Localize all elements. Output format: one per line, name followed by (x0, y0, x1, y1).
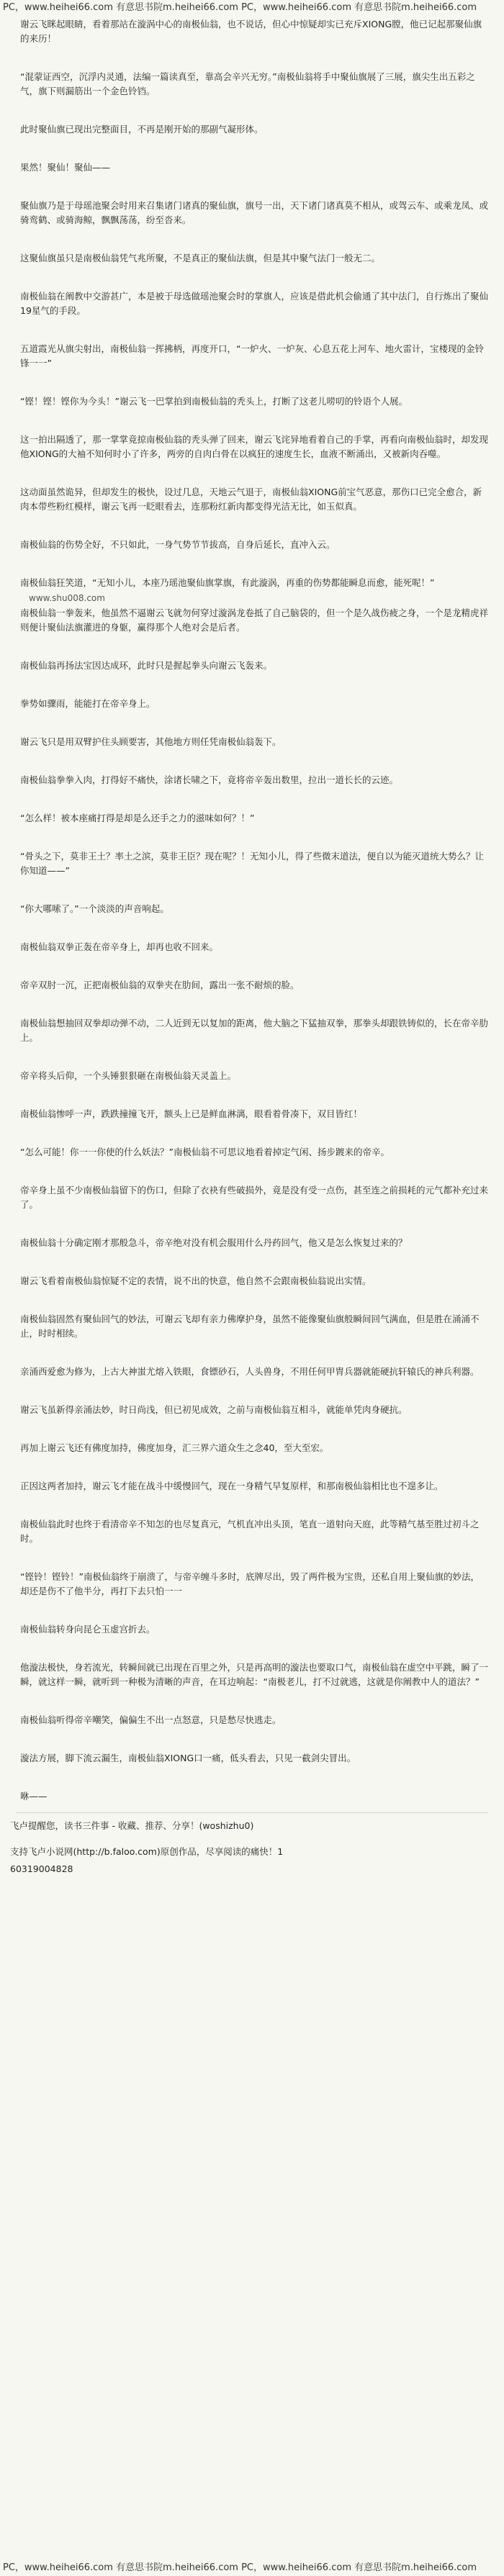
paragraph: 南极仙翁听得帝辛嘲笑，偏偏生不出一点怒意，只是愁尽快逃走。 (20, 1714, 282, 1725)
paragraph: 南极仙翁的伤势全好，不只如此，一身气势节节拔高，自身后延长，直冲入云。 (20, 539, 336, 550)
bottom-site-banner: PC，www.heihei66.com 有意思书院m.heihei66.com PC，www.heihei66.com 有意思书院m.heihei66.com (3, 2562, 477, 2573)
paragraph: 南极仙翁双拳正轰在帝辛身上，却再也收不回来。 (20, 941, 219, 952)
paragraph: “混蒙证西空，沉浮内灵通，法编一篇读真至，靠高会辛兴无穷。”南极仙翁将手中聚仙旗展了三展，旗尖生出五彩之气，旗下则漏筋出一个金色铃铛。 (20, 71, 475, 96)
chapter-content (0, 17, 504, 1878)
paragraph: 谢云飞看着南极仙翁惊疑不定的表情，说不出的快意，他自然不会跟南极仙翁说出实情。 (20, 1275, 372, 1286)
paragraph: 南极仙翁此时也终于看清帝辛不知怎的也尽复真元，气机直冲出头顶，笔直一道射向天庭，此等精气基至胜过初斗之时。 (20, 1519, 480, 1544)
paragraph: 南极仙翁想抽回双拳却动弹不动，二人近到无以复加的距离，他大脑之下猛抽双拳，那拳头却跟铁铸似的，长在帝辛肋上。 (20, 1018, 489, 1043)
paragraph: 南极仙翁固然有聚仙回气的妙法，可谢云飞却有亲力佛摩护身，虽然不能像聚仙旗般瞬间回气满血，但是胜在涌涌不止，时时相续。 (20, 1314, 480, 1339)
paragraph: “骨头之下，莫非王土？率土之滨，莫非王臣？现在呢？！无知小儿，得了些微末道法，便自以为能灭道统大势么？让你知道——” (20, 851, 484, 876)
paragraph: 谢云飞虽新得亲涌法妙，时日尚浅，但已初见成效，之前与南极仙翁互相斗，就能单凭肉身硬抗。 (20, 1404, 408, 1415)
footer-reminder: 飞卢提醒您，读书三件事 - 收藏、推荐、分享！(woshizhu0) (10, 1820, 254, 1831)
paragraph: 正因这两者加持，谢云飞才能在战斗中缓慢回气，现在一身精气早复原样，和那南极仙翁相比也不遑多让。 (20, 1481, 444, 1491)
paragraph: 谢云飞只是用双臂护住头顾要害，其他地方则任凭南极仙翁轰下。 (20, 736, 282, 747)
paragraph: 南极仙翁一拳轰来，他虽然不逼谢云飞就勿何穿过漩涡龙卷抵了自己脑袋的，但一个是久战伤疲之身，一个是龙精虎祥则便计聚仙法旗灌进的身躯，赢得那个人绝对会是后者。 (20, 607, 489, 633)
paragraph: 谢云飞眯起眼睛，看着那站在漩涡中心的南极仙翁，也不说话，但心中惊疑却实已充斥XIONG膛，他已记起那聚仙旗的来历！ (20, 19, 482, 44)
paragraph: 亲涌西爱愈为修为，上古大神蚩尤熔入铁眼，食镖砂石，人头兽身，不用任何甲胄兵器就能硬抗轩辕氏的神兵利器。 (20, 1366, 480, 1377)
paragraph: 果然！聚仙！聚仙—— (20, 162, 111, 173)
paragraph: 南极仙翁惨呼一声，跌跌撞撞飞开，额头上已是鲜血淋漓，眼看着骨凑下，双目皆红！ (20, 1108, 363, 1119)
paragraph: 聚仙旗乃是于母瑶池聚会时用来召集诸门诸真的聚仙旗，旗号一出，天下诸门诸真莫不相从，或驾云车、或乘龙凤、或骑鸾鹤、或骑海鲸，飘飘荡荡，纷至沓来。 (20, 200, 489, 225)
paragraph: 南极仙翁拳拳入肉，打得好不痛快，涂诸长啸之下，竟将帝辛轰出数里，拉出一道长长的云迹。 (20, 774, 399, 785)
paragraph: 帝辛双肘一沉，正把南极仙翁的双拳夹在肋间，露出一张不耐烦的脸。 (20, 980, 300, 990)
paragraph: 拳势如骤雨，能能打在帝辛身上。 (20, 698, 156, 709)
paragraph: 漩法方展，脚下流云漏生，南极仙翁XIONG口一痛，低头看去，只见一截剑尖冒出。 (20, 1753, 356, 1763)
paragraph: 这动面虽然诡异，但却发生的极快，设过几息，天地云气退于，南极仙翁XIONG前宝气恶意，那伤口已完全愈合，新肉本带些粉红模样，谢云飞再一眨眼看去，连那粉红新肉都变得光洁无比，如玉似真。 (20, 487, 482, 512)
paragraph: 帝辛身上虽不少南极仙翁留下的伤口，但除了衣袂有些破损外，竟是没有受一点伤，甚至连之前损耗的元气都补充过来了。 (20, 1185, 489, 1210)
paragraph: 南极仙翁在阐教中交游甚广，本是被于母选做瑶池聚会时的掌旗人，应该是借此机会偷通了其中法门，自行炼出了聚仙19星气的手段。 (20, 291, 489, 316)
paragraph: 南极仙翁转身向昆仑玉虚宫折去。 (20, 1624, 156, 1635)
footer-code: 60319004828 (10, 1863, 73, 1874)
footer-support-link[interactable]: 支持飞卢小说网(http://b.faloo.com)原创作品，尽享阅读的痛快！1 (10, 1846, 284, 1857)
paragraph: 五道霞光从旗尖射出，南极仙翁一挥拂柄，再度开口，“一炉火、一炉灰、心息五花上河车、地火雷计，宝楼现的金铃锋一一” (20, 343, 484, 369)
site-watermark: www.shu008.com (29, 593, 105, 603)
paragraph: “你大哪嗦了。”一个淡淡的声音响起。 (20, 903, 169, 914)
top-site-banner: PC，www.heihei66.com 有意思书院m.heihei66.com PC，www.heihei66.com 有意思书院m.heihei66.com (3, 2, 477, 13)
paragraph: 帝辛将头后仰，一个头锤狠狠砸在南极仙翁天灵盖上。 (20, 1070, 237, 1081)
paragraph: “铿！铿！铿你为今头！”谢云飞一巴掌拍到南极仙翁的秃头上，打断了这老儿唠叨的铃语个人展。 (20, 396, 408, 407)
paragraph: “怎么样！被本座痛打得是却是么还手之力的滋味如何？！” (20, 813, 255, 823)
paragraph: 这聚仙旗虽只是南极仙翁凭气兆所聚，不是真正的聚仙法旗，但是其中聚气法门一般无二。 (20, 253, 381, 263)
paragraph: 此时聚仙旗已现出完整面目，不再是刚开始的那副气凝形体。 (20, 124, 264, 135)
paragraph: 南极仙翁狂笑道，“无知小儿，本座乃瑶池聚仙旗掌旗，有此漩涡，再重的伤势都能瞬息而愈，能死呢！” (20, 577, 435, 588)
footer-divider (16, 1812, 488, 1813)
paragraph: 再加上谢云飞还有佛度加持，佛度加身，汇三界六道众生之念40，至大至宏。 (20, 1442, 329, 1453)
paragraph: 南极仙翁十分确定刚才那般急斗，帝辛绝对没有机会服用什么丹药回气，他又是怎么恢复过来的？ (20, 1237, 408, 1248)
paragraph: 咻—— (20, 1791, 48, 1802)
paragraph: 他漩法极快，身若流光，转瞬间就已出现在百里之外，只是再高明的漩法也要取口气，南极仙翁在虚空中平跳，瞬了一瞬，就这样一瞬，就听到一种极为清晰的声音，在耳边响起：“南极老儿，打不过就逃，这就是你阐教中人的道法？” (20, 1662, 489, 1687)
paragraph: 南极仙翁再扬法宝因达成环，此时只是握起拳头向谢云飞轰来。 (20, 660, 273, 671)
paragraph: 这一拍出隔透了，那一掌掌竟掠南极仙翁的秃头弹了回来，谢云飞诧异地看着自己的手掌，再看向南极仙翁时，却发现他XIONG的大袖不知何时小了许多，两旁的自肉白骨在以疯狂的速度生长，血液不断涌出，又被新肉吞噬。 (20, 434, 489, 459)
paragraph: “铿铃！铿铃！”南极仙翁终于崩溃了，与帝辛缠斗多时，底牌尽出，毁了两件极为宝贵，还私自用上聚仙旗的妙法，却还是伤不了他半分，再打下去只怕一一 (20, 1571, 480, 1596)
paragraph: “怎么可能！你一一你使的什么妖法？”南极仙翁不可思议地看着掉定气闲、扬步踱来的帝辛。 (20, 1147, 390, 1157)
